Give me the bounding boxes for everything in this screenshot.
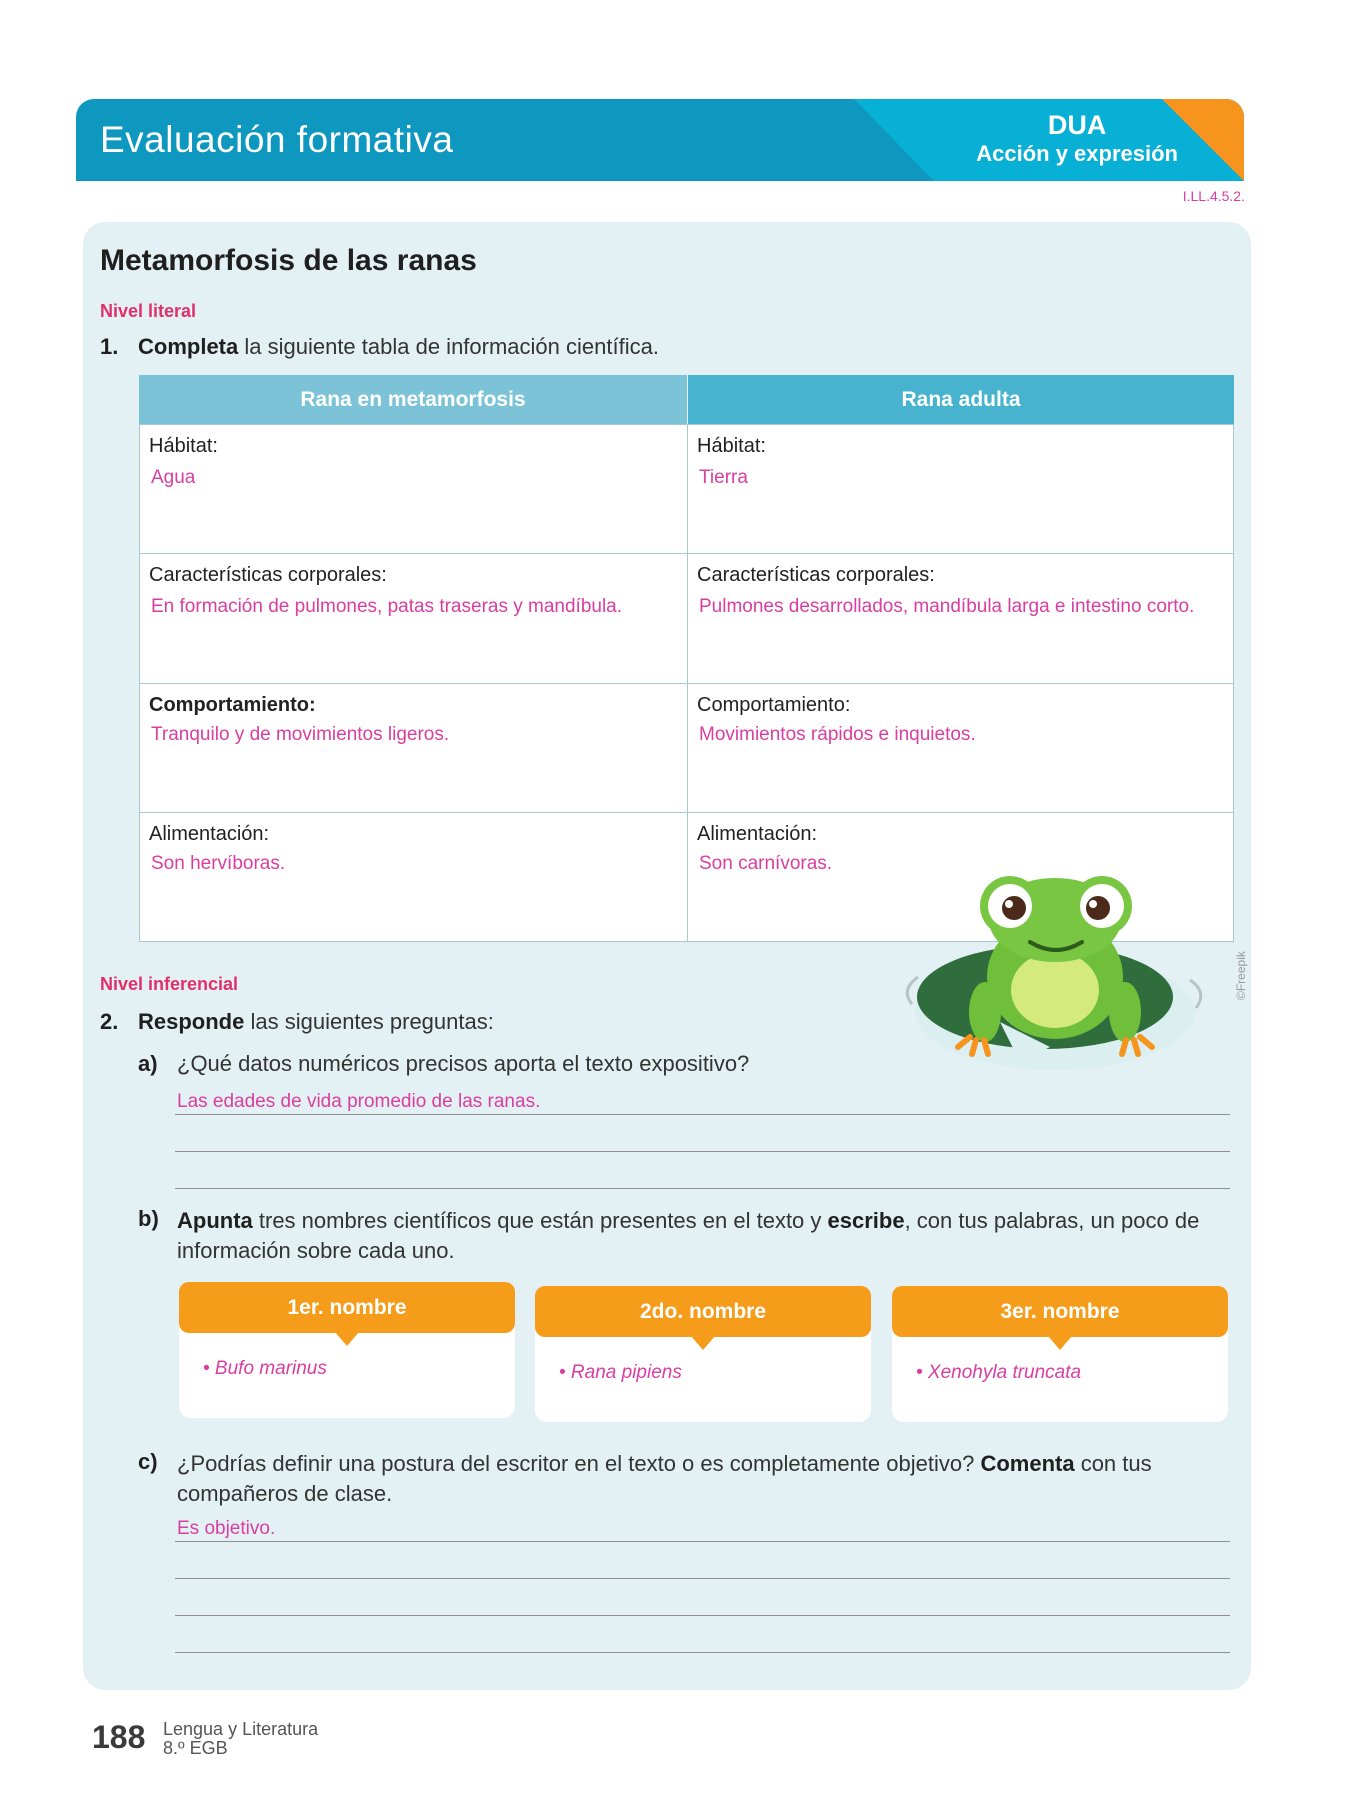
table-cell (687, 683, 1234, 813)
science-table (139, 375, 1234, 942)
subquestion-b-letter: b) (138, 1206, 159, 1231)
frog-eye-shine-left (1005, 900, 1013, 908)
subquestion-b-verb-2: escribe (827, 1208, 905, 1233)
header-banner (76, 99, 1244, 181)
table-cell (139, 683, 688, 813)
question-2-text (138, 1009, 494, 1035)
ripple-left (907, 977, 918, 1004)
cell-answer: Tierra (699, 467, 748, 488)
cell-answer: En formación de pulmones, patas traseras y mandíbula. (151, 596, 623, 617)
subquestion-c-verb: Comenta (980, 1451, 1075, 1476)
section-title: Metamorfosis de las ranas (100, 244, 477, 277)
footer-grade: 8.º EGB (163, 1738, 228, 1758)
subquestion-c-end: con tus compañeros de clase. (177, 1451, 1152, 1506)
page-number: 188 (92, 1719, 146, 1755)
frog-eye-shine-right (1089, 900, 1097, 908)
cell-label: Comportamiento: (697, 694, 851, 716)
question-1-verb: Completa (138, 334, 239, 359)
answer-line (175, 1652, 1230, 1653)
question-1-text (138, 334, 659, 360)
subquestion-c-letter: c) (138, 1449, 158, 1474)
cell-answer: Movimientos rápidos e inquietos. (699, 724, 976, 745)
table-cell (139, 553, 688, 684)
subquestion-a-text: ¿Qué datos numéricos precisos aporta el texto expositivo? (177, 1051, 750, 1076)
footer-subject (163, 1720, 318, 1758)
image-credit: ©Freepik (1234, 951, 1248, 1000)
subquestion-c-question: ¿Podrías definir una postura del escritor en el texto o es completamente objetivo? (177, 1451, 981, 1476)
frog-arm-left (969, 982, 1001, 1042)
name-card-pointer (335, 1332, 359, 1346)
cell-label: Alimentación: (149, 823, 270, 845)
question-2-number: 2. (100, 1009, 119, 1034)
question-1-rest: la siguiente tabla de información científica. (238, 334, 659, 359)
name-card-pointer (1048, 1336, 1072, 1350)
subquestion-a-letter: a) (138, 1051, 158, 1076)
answer-line (175, 1114, 1230, 1115)
frog-belly (1011, 952, 1099, 1028)
name-card-pointer (691, 1336, 715, 1350)
name-card-value: • Bufo marinus (203, 1358, 327, 1379)
question-1-number: 1. (100, 334, 119, 359)
answer-a: Las edades de vida promedio de las ranas. (177, 1091, 541, 1112)
dua-badge (976, 110, 1178, 168)
cell-label: Características corporales: (149, 564, 387, 586)
table-cell (687, 553, 1234, 684)
subquestion-b-verb-1: Apunta (177, 1208, 253, 1233)
answer-line (175, 1615, 1230, 1616)
name-card-value: • Xenohyla truncata (916, 1362, 1082, 1383)
question-2-verb: Responde (138, 1009, 245, 1034)
footer-subject-name: Lengua y Literatura (163, 1719, 319, 1739)
name-card-title: 3er. nombre (892, 1286, 1228, 1337)
answer-line (175, 1188, 1230, 1189)
name-card-title: 1er. nombre (179, 1282, 515, 1333)
cell-label: Hábitat: (697, 435, 766, 457)
frog-arm-right (1109, 982, 1141, 1042)
subquestion-b-text (177, 1206, 1237, 1266)
level-literal: Nivel literal (100, 301, 197, 321)
cell-answer: Son hervíboras. (151, 853, 286, 874)
question-2-rest: las siguientes preguntas: (244, 1009, 494, 1034)
subquestion-b-mid: tres nombres científicos que están presentes en el texto y (252, 1208, 828, 1233)
answer-line (175, 1578, 1230, 1579)
name-card-1 (179, 1282, 515, 1418)
subquestion-c-text (177, 1449, 1237, 1509)
cell-answer: Tranquilo y de movimientos ligeros. (151, 724, 450, 745)
table-cell (139, 812, 688, 942)
dua-badge-title: DUA (1047, 110, 1107, 140)
cell-answer: Son carnívoras. (699, 853, 833, 874)
answer-c: Es objetivo. (177, 1518, 276, 1539)
name-card-2 (535, 1286, 871, 1422)
table-cell (139, 424, 688, 554)
name-card-title: 2do. nombre (535, 1286, 871, 1337)
frog-pupil-left (1002, 896, 1026, 920)
answer-line (175, 1151, 1230, 1152)
indicator-code: I.LL.4.5.2. (1182, 188, 1245, 204)
table-header-adult: Rana adulta (688, 375, 1234, 424)
page-header-title: Evaluación formativa (100, 119, 454, 160)
table-cell (687, 424, 1234, 554)
subquestion-b-end: , con tus palabras, un poco de información sobre cada uno. (177, 1208, 1200, 1263)
level-inferential: Nivel inferencial (100, 974, 239, 994)
cell-label: Características corporales: (697, 564, 935, 586)
cell-answer: Agua (151, 467, 196, 488)
name-card-3 (892, 1286, 1228, 1422)
name-card-value: • Rana pipiens (559, 1362, 682, 1383)
frog-pupil-right (1086, 896, 1110, 920)
frog-on-lily-pad-illustration (890, 872, 1225, 1090)
cell-label: Comportamiento: (149, 694, 316, 716)
cell-label: Alimentación: (697, 823, 818, 845)
cell-answer: Pulmones desarrollados, mandíbula larga e intestino corto. (699, 596, 1195, 617)
dua-badge-subtitle: Acción y expresión (976, 141, 1178, 166)
table-header-metamorphosis: Rana en metamorfosis (139, 375, 687, 424)
answer-line (175, 1541, 1230, 1542)
cell-label: Hábitat: (149, 435, 218, 457)
